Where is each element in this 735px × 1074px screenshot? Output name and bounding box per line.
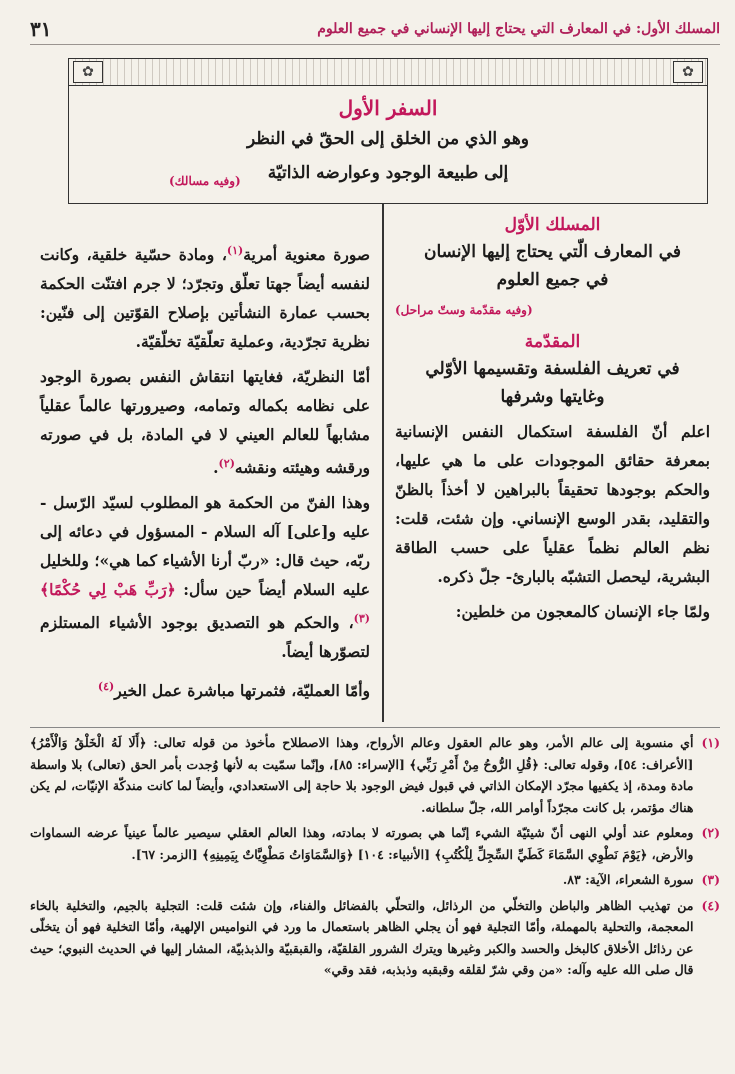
footnote-ref[interactable]: (٤) [97,680,115,694]
body-text: صورة معنوية أمرية [243,245,370,265]
body-paragraph [40,236,370,356]
footnote [30,895,720,981]
muqaddima-subtitle-line1: في تعريف الفلسفة وتقسيمها الأوّلي [425,359,680,379]
quran-verse: ﴿رَبِّ هَبْ لِي حُكْمًا﴾ [40,580,176,600]
left-column [40,236,370,712]
body-paragraph [40,488,370,666]
section-title-box [68,86,708,204]
footnote-separator [30,727,720,728]
body-paragraph: اعلم أنّ الفلسفة استكمال النفس الإنسانية بمعرفة حقائق الموجودات على ما هي عليها، والحكم بوجودها تحقيقاً بالبراهين لا أخذاً بالظنّ والتقليد، بقدر الوسع الإنساني. وإن شئت، قلت: نظم العالم نظماً عقلياً على حسب الطاقة البشرية، ليحصل التشبّه بالبارئ- جلّ ذكره. [395,422,710,586]
ornament-band [68,58,708,86]
body-paragraph [40,672,370,705]
footnotes [30,732,720,985]
safar-note: (وفيه مسالك) [169,174,241,188]
footnote [30,732,720,818]
footnote-number: (٤) [701,897,720,913]
page-number: ٣١ [30,17,52,41]
body-paragraph: أمّا النظريّة، فغايتها انتقاش النفس بصورة الوجود على نظامه بكماله وتمامه، وصيرورتها عالماً عقلياً مشابهاً للعالم العيني لا في المادة، بل في صورته ورقشه وهيئته ونقشه$^{(٢)}$. [40,367,370,478]
body-text: وهذا الفنّ من الحكمة هو المطلوب لسيّد الرّسل - عليه و[على] آله السلام - المسؤول في دعائه إلى ربّه، حيث قال: «ربّ أرنا الأشياء كما هي»؛ وللخليل عليه السلام أيضاً حين سأل: [40,493,370,600]
body-text: ، والحكم هو التصديق بوجود الأشياء المستلزم لتصوّرها أيضاً. [40,613,370,662]
body-text: ، ومادة حسّية خلقية، وكانت لنفسه أيضاً جهتا تعلّق وتجرّد؛ لا جرم افتنّت الحكمة بحسب عمارة النشأتين بإصلاح القوّتين إلى فنّين: نظرية تجرّدية، وعملية تعلّقيّة تخلّقيّة. [40,245,370,352]
footnote-number: (١) [701,735,720,750]
footnote-ref[interactable]: (١) [226,244,244,257]
footnote-number: (٢) [701,825,720,840]
safar-subtitle-line1: وهو الذي من الخلق إلى الحقّ في النظر [246,129,530,149]
maslak-note: (وفيه مقدّمة وستّ مراحل) [395,303,533,317]
running-header [30,14,720,45]
muqaddima-subtitle-line2: وغايتها وشرفها [500,387,605,407]
footnote-text: من تهذيب الظاهر والباطن والتخلّي من الرذائل، والتحلّي بالفضائل والفناء، وإن شئت قلت: التجلية بالجيم، والتخلية بالخاء المعجمة، والتحلية بالمهملة، وأمّا التجلية فهو أن يجلي الظاهر باستعمال ما ورد في النواميس الإلهية، وأمّا التخلية فهو أن يتخلّى عن رذائل الأخلاق كالبخل والحسد والكبر وغيرها ويترك الشرور القلقيّة، والقبقبيّة والذبذبيّة، المشار إليها في الحديث النبوي؛ حيث قال صلى الله عليه وآله: «من وقي شرّ لقلقه وقبقبه وذبذبه، فقد وقي» [30,897,694,977]
right-column [395,212,710,632]
footnote-text: سورة الشعراء، الآية: ٨٣. [562,872,694,887]
footnote [30,869,720,891]
safar-title: السفر الأول [338,96,438,120]
footnote-text: أي منسوبة إلى عالم الأمر، وهو عالم العقول وعالم الأرواح، وهذا الاصطلاح مأخوذ من قوله تعالى: ﴿أَلَا لَهُ الْخَلْقُ وَالْأَمْرُ﴾ [الأعراف: ٥٤]، وقوله تعالى: ﴿قُلِ الرُّوحُ مِنْ أَمْرِ رَبِّي﴾ [الإسراء: ٨٥]، وإنّما سمّيت به لأنها وُجدت بأمر الحق (تعالى) بلا واسطة مادة ومدة، إذ يكفيها مجرّد الإمكان الذاتي في قبول فيض الوجود بلا حاجة إلى الاستعدادي، وأيضاً لما كانت مندكّة الإنيّات، لم يكن هناك مؤتمر، بل كانت مجرّداً أوامر الله، جلّ سلطانه. [30,735,694,815]
safar-subtitle-line2: إلى طبيعة الوجود وعوارضه الذاتيّة [267,163,509,183]
footnote-ref[interactable]: (٢) [218,457,235,471]
muqaddima-title: المقدّمة [524,332,581,352]
footnote [30,822,720,865]
maslak-title: المسلك الأوّل [504,215,601,235]
footnote-number: (٣) [701,872,720,887]
maslak-subtitle-line1: في المعارف الّتي يحتاج إليها الإنسان [423,242,682,262]
running-title: المسلك الأول: في المعارف التي يحتاج إليها الإنساني في جميع العلوم [317,21,720,37]
footnote-text: ومعلوم عند أولي النهى أنّ شيئيّة الشيء إنّما هي بصورته لا بمادته، وهذا العالم العقلي سيصير عالماً عينياً عرضه السماوات والأرض، ﴿يَوْمَ نَطْوِي السَّمَاءَ كَطَيِّ السِّجِلِّ لِلْكُتُبِ﴾ [الأنبياء: ١٠٤] ﴿وَالسَّمَاوَاتُ مَطْوِيَّاتٌ بِيَمِينِهِ﴾ [الزمر: ٦٧]. [30,825,694,862]
column-divider [382,204,384,722]
body-paragraph: ولمّا جاء الإنسان كالمعجون من خلطين: [455,602,710,621]
flower-ornament-icon: ✿ [73,61,103,83]
footnote-ref[interactable]: (٣) [353,612,370,626]
body-text: أمّا النظريّة، فغايتها انتقاش النفس بصورة الوجود على نظامه بكماله وتمامه، وصيرورتها عالماً عقلياً مشابهاً للعالم العيني لا في المادة، بل في صورته ورقشه وهيئته ونقشه [40,367,370,478]
flower-ornament-icon: ✿ [673,61,703,83]
body-text: وأمّا العمليّة، فثمرتها مباشرة عمل الخير [114,681,370,701]
maslak-subtitle-line2: في جميع العلوم [496,270,609,290]
